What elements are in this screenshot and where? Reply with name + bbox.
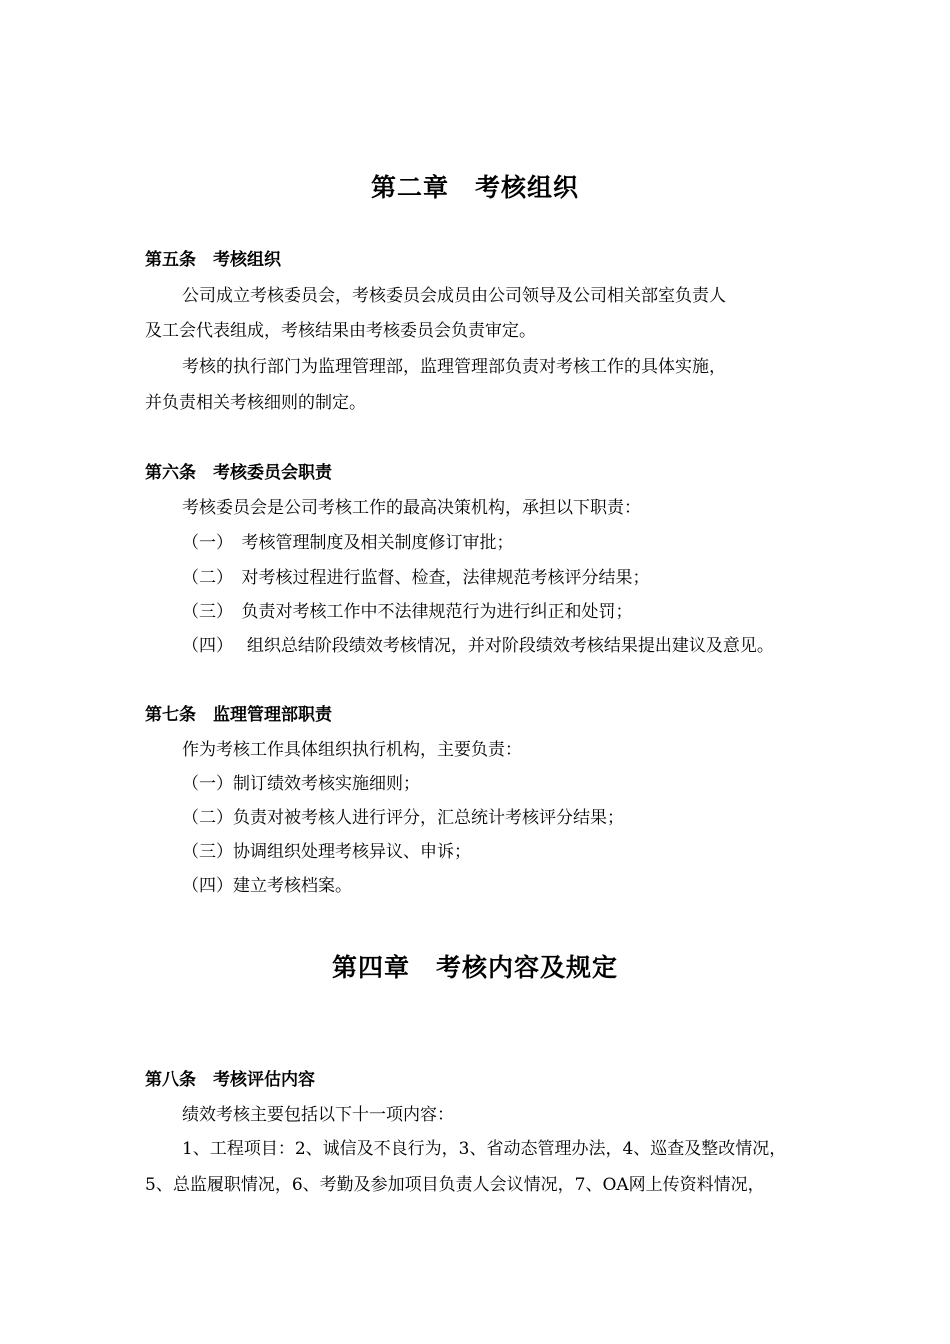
paragraph-line: 并负责相关考核细则的制定。: [145, 393, 366, 413]
paragraph-line: 及工会代表组成，考核结果由考核委员会负责审定。: [145, 321, 536, 341]
chapter-title: 第四章 考核内容及规定: [331, 953, 618, 982]
article-title: 第六条 考核委员会职责: [145, 463, 332, 483]
list-item: （三） 负责对考核工作中不法律规范行为进行纠正和处罚；: [182, 602, 633, 622]
paragraph-line: 作为考核工作具体组织执行机构，主要负责：: [182, 740, 522, 760]
paragraph-line: 5、总监履职情况，6、考勤及参加项目负责人会议情况，7、OA网上传资料情况，: [145, 1175, 765, 1195]
list-item: （一） 考核管理制度及相关制度修订审批；: [182, 533, 514, 553]
paragraph-line: 考核委员会是公司考核工作的最高决策机构，承担以下职责：: [182, 498, 641, 518]
article-title: 第七条 监理管理部职责: [145, 705, 332, 725]
paragraph-line: 考核的执行部门为监理管理部，监理管理部负责对考核工作的具体实施，: [182, 357, 726, 377]
list-item: （四）建立考核档案。: [182, 876, 352, 896]
list-item: （四） 组织总结阶段绩效考核情况，并对阶段绩效考核结果提出建议及意见。: [182, 636, 774, 656]
list-item: （二）负责对被考核人进行评分，汇总统计考核评分结果；: [182, 808, 624, 828]
paragraph-line: 公司成立考核委员会，考核委员会成员由公司领导及公司相关部室负责人: [182, 286, 726, 306]
list-item: （二） 对考核过程进行监督、检查，法律规范考核评分结果；: [182, 568, 650, 588]
list-item: （一）制订绩效考核实施细则；: [182, 774, 420, 794]
chapter-title: 第二章 考核组织: [370, 173, 579, 202]
list-item: （三）协调组织处理考核异议、申诉；: [182, 842, 471, 862]
article-title: 第八条 考核评估内容: [145, 1070, 315, 1090]
paragraph-line: 1、工程项目：2、诚信及不良行为，3、省动态管理办法，4、巡查及整改情况，: [182, 1139, 787, 1159]
paragraph-line: 绩效考核主要包括以下十一项内容：: [182, 1105, 454, 1125]
article-title: 第五条 考核组织: [145, 250, 281, 270]
